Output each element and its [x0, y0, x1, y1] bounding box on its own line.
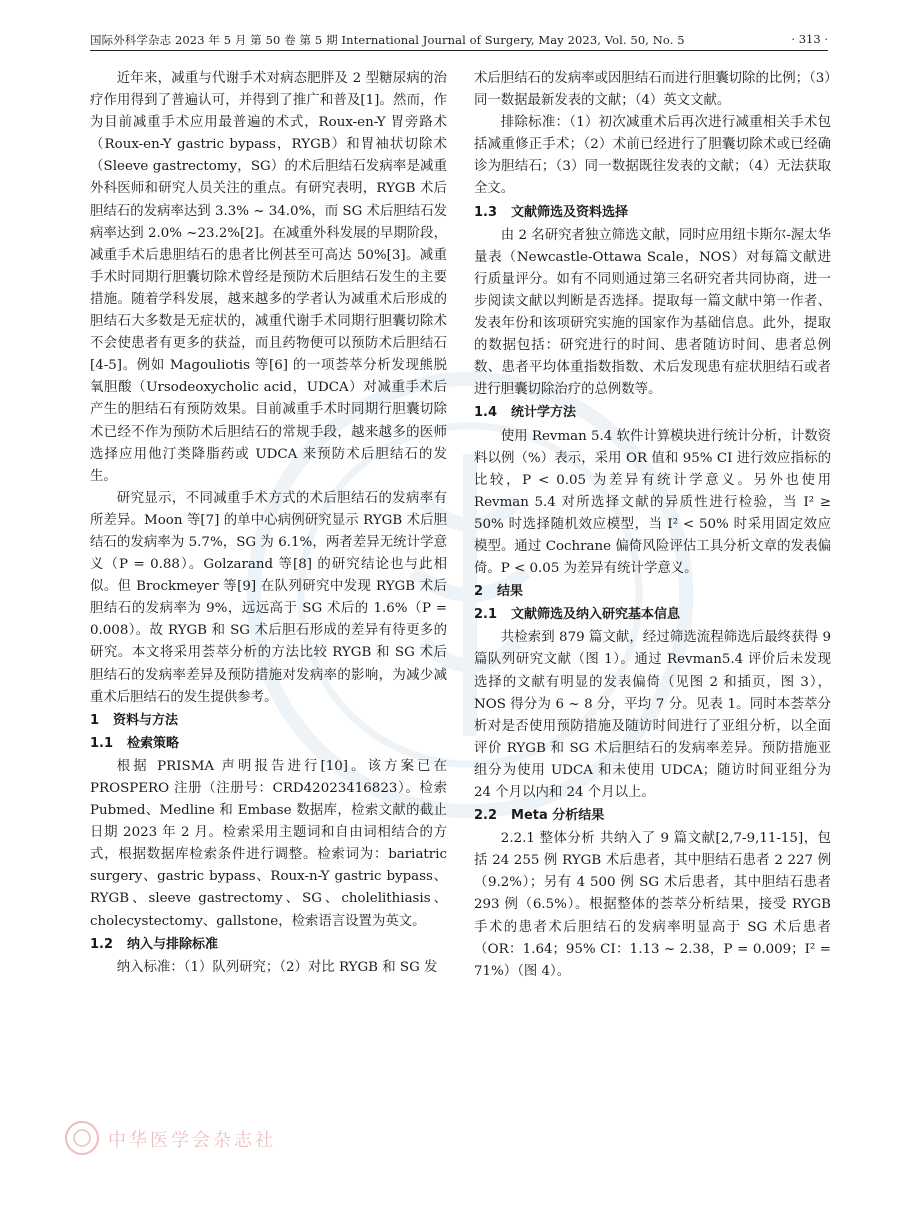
publisher-emblem-icon — [62, 1118, 102, 1158]
section-heading — [474, 581, 831, 603]
section-number: 1.2 — [90, 936, 114, 952]
body-paragraph: 由 2 名研究者独立筛选文献，同时应用纽卡斯尔-渥太华量表（Newcastle-Ottawa Scale，NOS）对每篇文献进行质量评分。如有不同则通过第三名研究者共同协商，进一步阅读文献以判断是否选择。提取每一篇文献中第一作者、发表年份和该项研究实施的国家作为基础信息。此外，提取的数据包括：研究进行的时间、患者随访时间、患者总例数、患者平均体重指数指数、术后发现患有症状胆结石或者进行胆囊切除治疗的总例数等。 — [474, 227, 831, 398]
section-heading — [474, 202, 831, 224]
section-title: 统计学方法 — [511, 405, 577, 421]
section-number: 1.3 — [474, 204, 498, 220]
section-heading — [90, 934, 447, 956]
publisher-name: 中华医学会杂志社 — [108, 1130, 276, 1151]
section-number: 1 — [90, 712, 100, 728]
right-column — [474, 68, 831, 983]
page-number: · 313 · — [791, 32, 828, 46]
running-header — [90, 28, 828, 51]
section-title: 纳入与排除标准 — [127, 936, 219, 952]
body-paragraph: 使用 Revman 5.4 软件计算模块进行统计分析，计数资料以例（%）表示，采用 OR 值和 95% CI 进行效应指标的比较，P < 0.05 为差异有统计学意义。另外也使用 Revman 5.4 对所选择文献的异质性进行检验，当 I² ≥ 50% 时选择随机效应模型，当 I² < 50% 时采用固定效应模型。通过 Cochrane 偏倚风险评估工具分析文章的发表偏倚。P < 0.05 为差异有统计学意义。 — [474, 428, 831, 577]
publisher-logo — [62, 1118, 422, 1158]
journal-citation: 国际外科学杂志 2023 年 5 月 第 50 卷 第 5 期 International Journal of Surgery, May 2023, Vol. 50, No. 5 — [90, 33, 685, 47]
section-number: 2 — [474, 584, 484, 600]
section-heading — [474, 604, 831, 626]
body-paragraph: 研究显示，不同减重手术方式的术后胆结石的发病率有所差异。Moon 等[7] 的单中心病例研究显示 RYGB 术后胆结石的发病率为 5.7%，SG 为 6.1%，两者差异无统计学意义（P = 0.88）。Golzarand 等[8] 的研究结论也与此相似。但 Brockmeyer 等[9] 在队列研究中发现 RYGB 术后胆结石的发病率为 9%，远远高于 SG 术后的 1.6%（P = 0.008）。故 RYGB 和 SG 术后胆石形成的差异有待更多的研究。本文将采用荟萃分析的方法比较 RYGB 和 SG 术后胆结石的发病率差异及预防措施对发病率的影响，为减少减重术后胆结石的发生提供参考。 — [90, 490, 447, 705]
section-number: 2.2 — [474, 808, 498, 824]
body-paragraph: 排除标准：（1）初次减重术后再次进行减重相关手术包括减重修正手术；（2）术前已经进行了胆囊切除术或已经确诊为胆结石；（3）同一数据既往发表的文献；（4）无法获取全文。 — [474, 115, 831, 197]
section-number: 1.4 — [474, 405, 498, 421]
body-paragraph: 近年来，减重与代谢手术对病态肥胖及 2 型糖尿病的治疗作用得到了普遍认可，并得到了推广和普及[1]。然而，作为目前减重手术应用最普遍的术式，Roux-en-Y 胃旁路术（Roux-en-Y gastric bypass，RYGB）和胃袖状切除术（Sleeve gastrectomy，SG）的术后胆结石发病率是减重外科医师和研究人员关注的重点。有研究表明，RYGB 术后胆结石的发病率达到 3.3% ~ 34.0%，而 SG 术后胆结石发病率达到 2.0% ~23.2%[2]。在减重外科发展的早期阶段，减重手术后患胆结石的患者比例甚至可高达 50%[3]。减重手术时同期行胆囊切除术曾经是预防术后胆结石发生的主要措施。随着学科发展，越来越多的学者认为减重术后形成的胆结石大多数是无症状的，减重代谢手术同期行胆囊切除术不会使患者有更多的获益，而且药物便可以预防术后胆结石[4-5]。例如 Magouliotis 等[6] 的一项荟萃分析发现熊脱氧胆酸（Ursodeoxycholic acid，UDCA）对减重手术后产生的胆结石有预防效果。目前减重手术时同期行胆囊切除术已经不作为预防术后胆结石的常规手段，越来越多的医师选择应用他汀类降脂药或 UDCA 来预防术后胆结石的发生。 — [90, 71, 447, 484]
section-number: 2.1 — [474, 607, 498, 623]
body-paragraph: 根据 PRISMA 声明报告进行[10]。该方案已在 PROSPERO 注册（注册号：CRD42023416823）。检索 Pubmed、Medline 和 Embase 数据库，检索文献的截止日期 2023 年 2 月。检索采用主题词和自由词相结合的方式，根据数据库检索条件进行调整。检索词为：bariatric surgery、gastric bypass、Roux-n-Y gastric bypass、RYGB、sleeve gastrectomy、SG、cholelithiasis、cholecystectomy、gallstone，检索语言设置为英文。 — [90, 758, 447, 929]
section-title: 资料与方法 — [113, 712, 179, 728]
body-paragraph: 术后胆结石的发病率或因胆结石而进行胆囊切除的比例；（3）同一数据最新发表的文献；（4）英文文献。 — [474, 71, 831, 109]
section-heading — [474, 805, 831, 827]
body-paragraph: 共检索到 879 篇文献，经过筛选流程筛选后最终获得 9 篇队列研究文献（图 1）。通过 Revman5.4 评价后未发现选择的文献有明显的发表偏倚（见图 2 和插页，图 3），NOS 得分为 6 ~ 8 分，平均 7 分。见表 1。同时本荟萃分析对是否使用预防措施及随访时间进行了亚组分析，以全面评价 RYGB 和 SG 术后胆结石的发病率差异。预防措施亚组分为使用 UDCA 和未使用 UDCA；随访时间亚组分为 24 个月以内和 24 个月以上。 — [474, 630, 831, 800]
section-heading — [90, 710, 447, 732]
section-title: 结果 — [497, 584, 524, 600]
section-title: 文献筛选及资料选择 — [511, 204, 629, 220]
section-title: 文献筛选及纳入研究基本信息 — [511, 607, 681, 623]
section-heading — [90, 733, 447, 755]
body-paragraph: 2.2.1 整体分析 共纳入了 9 篇文献[2,7-9,11-15]，包括 24 255 例 RYGB 术后患者，其中胆结石患者 2 227 例（9.2%）；另有 4 500 例 SG 术后患者，其中胆结石患者 293 例（6.5%）。根据整体的荟萃分析结果，接受 RYGB 手术的患者术后胆结石的发病率明显高于 SG 术后患者（OR：1.64；95% CI：1.13 ~ 2.38，P = 0.009；I² = 71%）（图 4）。 — [474, 831, 831, 979]
left-column — [90, 68, 447, 979]
body-paragraph: 纳入标准：（1）队列研究；（2）对比 RYGB 和 SG 发 — [116, 959, 438, 975]
section-title: Meta 分析结果 — [511, 808, 605, 824]
section-number: 1.1 — [90, 735, 114, 751]
section-heading — [474, 402, 831, 424]
section-title: 检索策略 — [127, 735, 180, 751]
